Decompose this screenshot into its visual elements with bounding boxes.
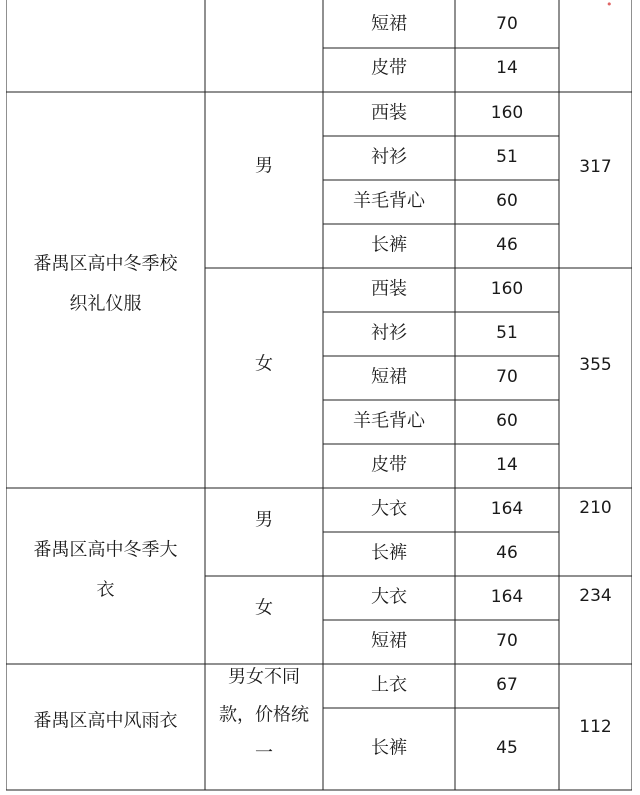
category-cell: 衣: [96, 579, 115, 601]
item-name-cell: 短裙: [371, 630, 407, 652]
total-cell: 112: [579, 717, 612, 737]
category-cell: 番禺区高中冬季校: [33, 253, 178, 275]
gender-cell: 款，价格统: [219, 704, 309, 726]
item-name-cell: 西装: [371, 102, 407, 124]
item-price-cell: 60: [496, 191, 518, 211]
item-price-cell: 46: [496, 235, 518, 255]
total-cell: 210: [579, 498, 612, 518]
item-name-cell: 西装: [371, 278, 407, 300]
item-price-cell: 60: [496, 411, 518, 431]
item-name-cell: 长裤: [371, 737, 407, 759]
item-name-cell: 长裤: [371, 234, 407, 256]
item-name-cell: 长裤: [371, 542, 407, 564]
gender-cell: 女: [255, 353, 273, 375]
item-price-cell: 45: [496, 738, 518, 758]
item-price-cell: 51: [496, 147, 518, 167]
item-price-cell: 164: [490, 499, 524, 519]
item-name-cell: 大衣: [371, 498, 407, 520]
gender-cell: 男女不同: [228, 666, 300, 688]
item-name-cell: 皮带: [371, 454, 407, 476]
gender-cell: 男: [255, 155, 273, 177]
item-name-cell: 上衣: [371, 674, 407, 696]
total-cell: 355: [579, 355, 612, 375]
gender-cell: 一: [255, 742, 273, 764]
category-cell: 番禺区高中风雨衣: [33, 710, 178, 732]
item-name-cell: 羊毛背心: [353, 190, 425, 212]
item-price-cell: 70: [496, 631, 518, 651]
item-name-cell: 大衣: [371, 586, 407, 608]
item-price-cell: 164: [490, 587, 524, 607]
item-name-cell: 羊毛背心: [353, 410, 425, 432]
category-cell: 番禺区高中冬季大: [33, 539, 178, 561]
item-name-cell: 短裙: [371, 13, 407, 35]
item-price-cell: 14: [496, 58, 518, 78]
item-name-cell: 皮带: [371, 57, 407, 79]
category-cell: 织礼仪服: [69, 293, 142, 315]
item-price-cell: 46: [496, 543, 518, 563]
item-price-cell: 160: [490, 103, 524, 123]
item-price-cell: 14: [496, 455, 518, 475]
item-price-cell: 70: [496, 14, 518, 34]
item-price-cell: 70: [496, 367, 518, 387]
item-name-cell: 衬衫: [371, 146, 407, 168]
item-name-cell: 衬衫: [371, 322, 407, 344]
gender-cell: 男: [255, 509, 273, 531]
total-cell: 317: [579, 157, 612, 177]
item-name-cell: 短裙: [371, 366, 407, 388]
item-price-cell: 67: [496, 675, 518, 695]
item-price-cell: 160: [490, 279, 524, 299]
total-cell: 234: [579, 586, 612, 606]
corner-marker-icon: •: [606, 0, 613, 11]
item-price-cell: 51: [496, 323, 518, 343]
clothing-price-table: [6, 0, 632, 794]
gender-cell: 女: [255, 597, 273, 619]
